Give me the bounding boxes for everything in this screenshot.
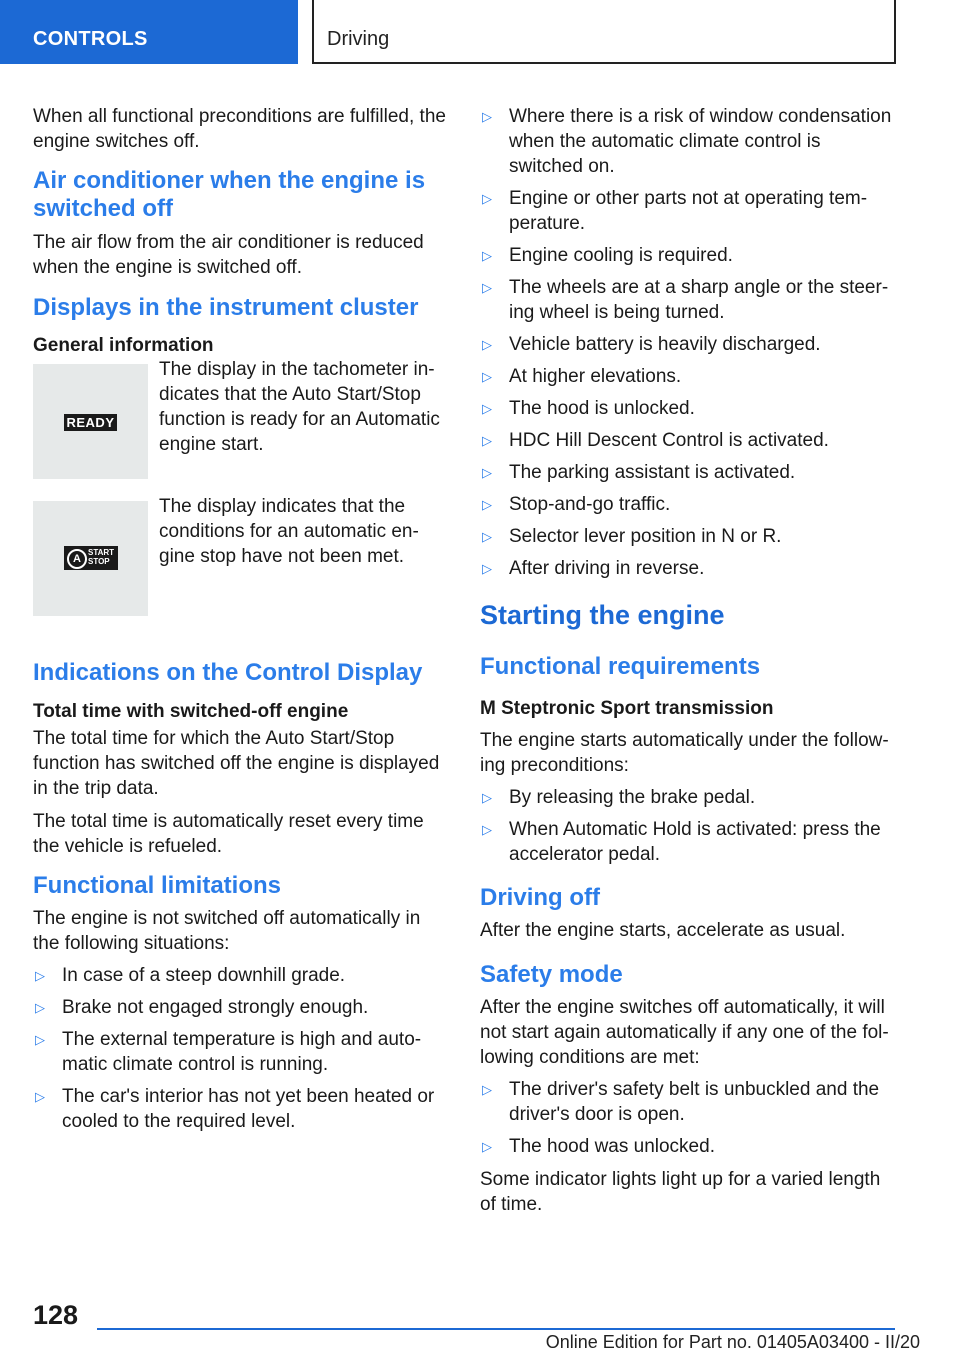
limitations-text: The engine is not switched off automatically in the following situations:	[33, 908, 421, 954]
total-time-text-1: The total time for which the Auto Start/Stop function has switched off the engine is displayed in the trip data.	[33, 728, 440, 799]
list-item-text: In case of a steep downhill grade.	[62, 965, 346, 986]
footer-divider	[97, 1328, 895, 1330]
auto-a-icon: A	[67, 549, 87, 569]
triangle-bullet-icon: ▷	[482, 1082, 492, 1097]
triangle-bullet-icon: ▷	[482, 369, 492, 384]
list-item-text: Stop-and-go traffic.	[509, 494, 671, 515]
ac-heading: Air conditioner when the engine is switched off	[33, 167, 426, 222]
triangle-bullet-icon: ▷	[35, 1000, 45, 1015]
triangle-bullet-icon: ▷	[482, 433, 492, 448]
list-item	[480, 1077, 896, 1127]
list-item-text: Engine or other parts not at operating tem-perature.	[509, 188, 868, 234]
triangle-bullet-icon: ▷	[482, 401, 492, 416]
msteptronic-list	[480, 785, 896, 867]
msteptronic-heading: M Steptronic Sport transmission	[480, 698, 774, 719]
list-item	[480, 817, 896, 867]
start-label: START	[88, 548, 115, 557]
general-heading: General information	[33, 335, 214, 356]
list-item-text: By releasing the brake pedal.	[509, 787, 756, 808]
functional-requirements-heading: Functional requirements	[480, 653, 761, 680]
ready-icon: READY	[64, 414, 117, 431]
list-item	[480, 396, 896, 421]
triangle-bullet-icon: ▷	[35, 968, 45, 983]
list-item-text: The parking assistant is activated.	[509, 462, 796, 483]
section-tab: CONTROLS	[0, 0, 298, 64]
auto-start-stop-icon	[64, 546, 118, 570]
list-item	[33, 995, 449, 1020]
triangle-bullet-icon: ▷	[35, 1089, 45, 1104]
triangle-bullet-icon: ▷	[482, 561, 492, 576]
intro-text: When all functional preconditions are fulfilled, the engine switches off.	[33, 106, 446, 152]
list-item-text: Selector lever position in N or R.	[509, 526, 782, 547]
safety-list	[480, 1077, 896, 1159]
triangle-bullet-icon: ▷	[482, 337, 492, 352]
triangle-bullet-icon: ▷	[35, 1032, 45, 1047]
total-time-text-2: The total time is automatically reset every time the vehicle is refueled.	[33, 811, 424, 857]
list-item	[480, 524, 896, 549]
triangle-bullet-icon: ▷	[482, 465, 492, 480]
right-column	[480, 104, 896, 1217]
msteptronic-text: The engine starts automatically under the follow-ing preconditions:	[480, 730, 889, 776]
list-item	[33, 1027, 449, 1077]
list-item-text: Brake not engaged strongly enough.	[62, 997, 369, 1018]
list-item	[480, 460, 896, 485]
list-item-text: The driver's safety belt is unbuckled and the driver's door is open.	[509, 1079, 880, 1125]
list-item	[480, 428, 896, 453]
triangle-bullet-icon: ▷	[482, 790, 492, 805]
ready-figure-text: The display in the tachometer in-dicates that the Auto Start/Stop function is ready for an Automatic engine start.	[159, 359, 440, 455]
limitations-heading: Functional limitations	[33, 872, 282, 899]
list-item	[480, 186, 896, 236]
ac-text: The air flow from the air conditioner is reduced when the engine is switched off.	[33, 232, 424, 278]
stop-label: STOP	[88, 557, 110, 566]
displays-heading: Displays in the instrument cluster	[33, 294, 419, 321]
list-item	[480, 332, 896, 357]
list-item	[480, 243, 896, 268]
driving-off-text: After the engine starts, accelerate as usual.	[480, 920, 846, 941]
list-item-text: Engine cooling is required.	[509, 245, 733, 266]
indications-heading: Indications on the Control Display	[33, 659, 423, 686]
start-stop-figure-text: The display indicates that the conditions for an automatic en-gine stop have not been met.	[159, 496, 419, 567]
list-item	[480, 785, 896, 810]
driving-off-heading: Driving off	[480, 884, 600, 911]
list-item-text: Vehicle battery is heavily discharged.	[509, 334, 821, 355]
triangle-bullet-icon: ▷	[482, 280, 492, 295]
list-item	[480, 492, 896, 517]
edition-footer: Online Edition for Part no. 01405A03400 - II/20	[545, 1332, 920, 1352]
ready-figure	[33, 364, 148, 479]
safety-mode-heading: Safety mode	[480, 961, 623, 988]
safety-note: Some indicator lights light up for a varied length of time.	[480, 1169, 881, 1215]
list-item-text: When Automatic Hold is activated: press the accelerator pedal.	[509, 819, 881, 865]
list-item	[480, 1134, 896, 1159]
starting-heading: Starting the engine	[480, 600, 725, 630]
list-item-text: The hood was unlocked.	[509, 1136, 715, 1157]
list-item-text: HDC Hill Descent Control is activated.	[509, 430, 829, 451]
list-item	[480, 275, 896, 325]
start-stop-label	[88, 548, 114, 566]
triangle-bullet-icon: ▷	[482, 191, 492, 206]
ready-figure-row	[33, 359, 449, 500]
triangle-bullet-icon: ▷	[482, 497, 492, 512]
left-column	[33, 104, 449, 1134]
list-item	[480, 104, 896, 179]
list-item	[480, 364, 896, 389]
list-item	[33, 1084, 449, 1134]
list-item-text: The hood is unlocked.	[509, 398, 695, 419]
list-item-text: The external temperature is high and auto-matic climate control is running.	[62, 1029, 422, 1075]
limitations-list	[33, 963, 449, 1134]
total-time-heading: Total time with switched-off engine	[33, 701, 349, 722]
start-stop-figure	[33, 501, 148, 616]
list-item-text: The car's interior has not yet been heated or cooled to the required level.	[62, 1086, 435, 1132]
page-number: 128	[33, 1300, 79, 1330]
chapter-tab: Driving	[312, 0, 896, 64]
start-stop-figure-row	[33, 496, 449, 637]
list-item-text: After driving in reverse.	[509, 558, 705, 579]
list-item-text: The wheels are at a sharp angle or the steer-ing wheel is being turned.	[509, 277, 889, 323]
limitations-list-continued	[480, 104, 896, 581]
list-item	[33, 963, 449, 988]
triangle-bullet-icon: ▷	[482, 1139, 492, 1154]
triangle-bullet-icon: ▷	[482, 529, 492, 544]
triangle-bullet-icon: ▷	[482, 109, 492, 124]
triangle-bullet-icon: ▷	[482, 822, 492, 837]
list-item-text: Where there is a risk of window condensation when the automatic climate control is switched on.	[509, 106, 892, 177]
list-item-text: At higher elevations.	[509, 366, 682, 387]
list-item	[480, 556, 896, 581]
safety-mode-text: After the engine switches off automatically, it will not start again automatically if any one of the fol-lowing conditions are met:	[480, 997, 889, 1068]
triangle-bullet-icon: ▷	[482, 248, 492, 263]
